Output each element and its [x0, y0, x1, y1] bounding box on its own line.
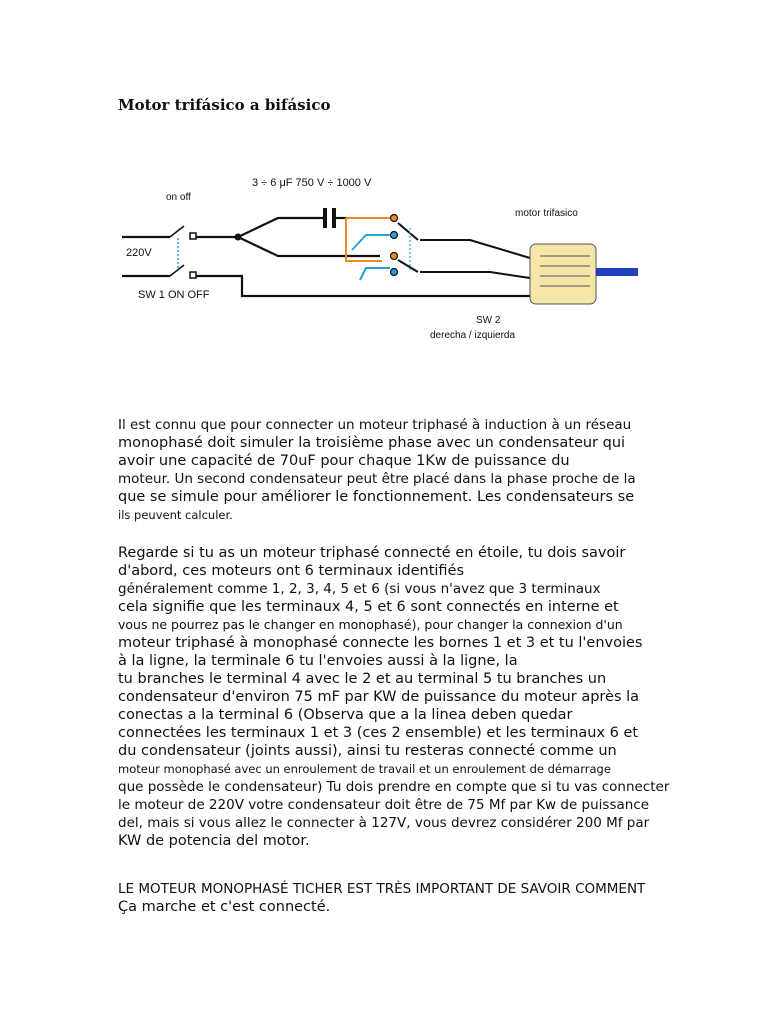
text-line: d'abord, ces moteurs ont 6 terminaux identifiés	[118, 563, 465, 579]
motor-label: motor trifasico	[515, 208, 578, 219]
text-line: Il est connu que pour connecter un moteur triphasé à induction à un réseau	[118, 417, 632, 433]
voltage-label: 220V	[126, 247, 152, 259]
sw2-label: SW 2	[476, 315, 501, 326]
text-line: Regarde si tu as un moteur triphasé connecté en étoile, tu dois savoir	[118, 545, 626, 561]
text-line: Ça marche et c'est connecté.	[118, 899, 331, 915]
text-line: du condensateur (joints aussi), ainsi tu resteras connecté comme un	[118, 743, 617, 759]
text-line: condensateur d'environ 75 mF par KW de puissance du moteur après la	[118, 689, 640, 705]
text-line: que possède le condensateur) Tu dois prendre en compte que si tu vas connecter	[118, 779, 670, 795]
text-line: que se simule pour améliorer le fonctionnement. Les condensateurs se	[118, 489, 635, 505]
text-line: del, mais si vous allez le connecter à 127V, vous devrez considérer 200 Mf par	[118, 815, 650, 831]
text-line: moteur triphasé à monophasé connecte les bornes 1 et 3 et tu l'envoies	[118, 635, 643, 651]
page-title: Motor trifásico a bifásico	[118, 96, 331, 114]
text-line: KW de potencia del motor.	[118, 833, 310, 849]
sw2-contacts	[391, 215, 398, 276]
line-wires	[122, 218, 530, 296]
reversing-wires	[346, 216, 392, 280]
wiring-diagram	[110, 168, 650, 348]
text-line: monophasé doit simuler la troisième phase avec un condensateur qui	[118, 435, 626, 451]
junction-dot	[235, 234, 242, 241]
sw2-switch	[398, 223, 530, 278]
paragraph-2	[118, 544, 669, 850]
text-line: à la ligne, la terminale 6 tu l'envoies aussi à la ligne, la	[118, 653, 518, 669]
text-line: ils peuvent calculer.	[118, 508, 233, 522]
text-line: généralement comme 1, 2, 3, 4, 5 et 6 (si vous n'avez que 3 terminaux	[118, 581, 601, 597]
sw2-sublabel: derecha / izquierda	[430, 330, 516, 341]
capacitor-icon	[320, 208, 346, 228]
sw1-label: SW 1 ON OFF	[138, 289, 210, 301]
text-line: moteur monophasé avec un enroulement de travail et un enroulement de démarrage	[118, 762, 611, 776]
text-line: moteur. Un second condensateur peut être placé dans la phase proche de la	[118, 471, 636, 487]
sw1-switch	[170, 226, 196, 278]
text-line: conectas a la terminal 6 (Observa que a la linea deben quedar	[118, 707, 573, 723]
text-line: le moteur de 220V votre condensateur doit être de 75 Mf par Kw de puissance	[118, 797, 650, 813]
text-line: cela signifie que les terminaux 4, 5 et 6 sont connectés en interne et	[118, 599, 619, 615]
text-line: vous ne pourrez pas le changer en monophasé), pour changer la connexion d'un	[118, 617, 623, 632]
motor-icon	[530, 244, 638, 304]
text-line: tu branches le terminal 4 avec le 2 et au terminal 5 tu branches un	[118, 671, 607, 687]
paragraph-1	[118, 416, 636, 524]
capacitor-label: 3 ÷ 6 μF 750 V ÷ 1000 V	[252, 177, 372, 189]
text-line: connectées les terminaux 1 et 3 (ces 2 ensemble) et les terminaux 6 et	[118, 725, 639, 741]
text-line: avoir une capacité de 70uF pour chaque 1Kw de puissance du	[118, 453, 570, 469]
on-off-label: on off	[166, 192, 191, 203]
text-line: LE MOTEUR MONOPHASÉ TICHER EST TRÈS IMPORTANT DE SAVOIR COMMENT	[118, 881, 646, 897]
paragraph-3	[118, 880, 645, 916]
